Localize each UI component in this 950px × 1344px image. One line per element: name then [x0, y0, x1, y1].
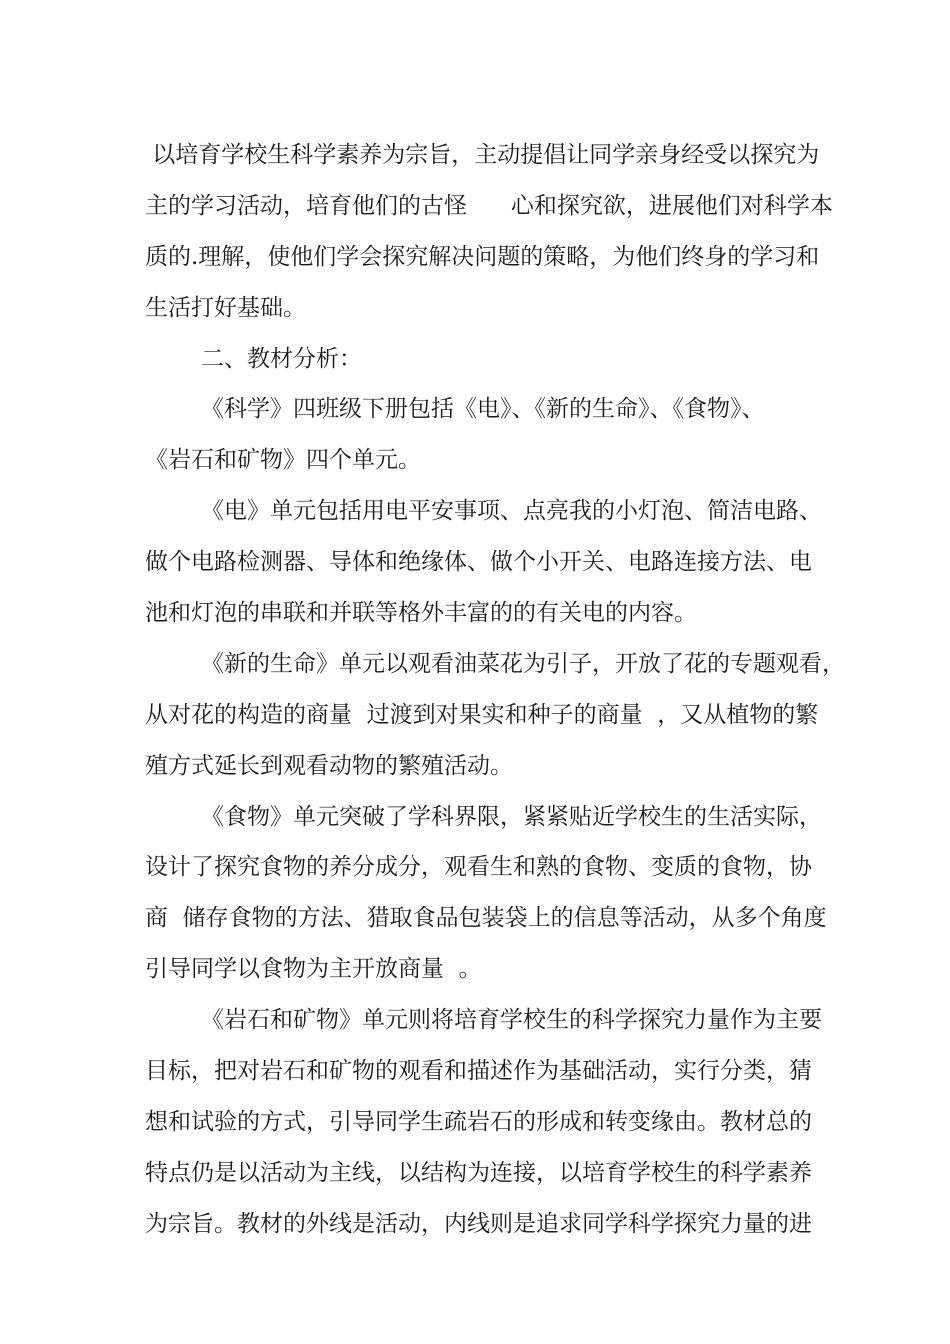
- text-line: 《食物》单元突破了学科界限，紧紧贴近学校生的生活实际，: [201, 803, 822, 830]
- text-line: 做个电路检测器、导体和绝缘体、做个小开关、电路连接方法、电: [145, 549, 812, 576]
- text-line: 商 储存食物的方法、猎取食品包装袋上的信息等活动，从多个角度: [145, 905, 827, 932]
- section-heading: 二、教材分析：: [201, 345, 362, 372]
- text-line: 从对花的构造的商量 过渡到对果实和种子的商量 ，又从植物的繁: [145, 701, 819, 728]
- text-line: 殖方式延长到观看动物的繁殖活动。: [145, 752, 513, 779]
- text-line: 生活打好基础。: [145, 294, 306, 321]
- text-line: 质的.理解，使他们学会探究解决问题的策略，为他们终身的学习和: [145, 243, 820, 270]
- text-line: 引导同学以食物为主开放商量 。: [145, 956, 482, 983]
- text-line: 主的学习活动，培育他们的古怪 心和探究欲，进展他们对科学本: [145, 192, 833, 219]
- text-line: 以培育学校生科学素养为宗旨，主动提倡让同学亲身经受以探究为: [145, 142, 820, 168]
- text-line: 池和灯泡的串联和并联等格外丰富的的有关电的内容。: [145, 600, 697, 627]
- text-line: 想和试验的方式，引导同学生疏岩石的形成和转变缘由。教材总的: [145, 1108, 812, 1135]
- body-text: [145, 130, 845, 1250]
- text-line: 《电》单元包括用电平安事项、点亮我的小灯泡、简洁电路、: [201, 498, 822, 525]
- text-line: 《科学》四班级下册包括《电》、《新的生命》、《食物》、: [201, 396, 765, 423]
- text-line: 为宗旨。教材的外线是活动，内线则是追求同学科学探究力量的进: [145, 1210, 812, 1237]
- text-line: 《新的生命》单元以观看油菜花为引子，开放了花的专题观看，: [201, 650, 845, 677]
- text-line: 《岩石和矿物》单元则将培育学校生的科学探究力量作为主要: [201, 1007, 822, 1034]
- text-line: 设计了探究食物的养分成分，观看生和熟的食物、变质的食物，协: [145, 854, 812, 881]
- text-line: 《岩石和矿物》四个单元。: [145, 447, 421, 474]
- text-line: 特点仍是以活动为主线，以结构为连接，以培育学校生的科学素养: [145, 1159, 812, 1186]
- text-line: 目标，把对岩石和矿物的观看和描述作为基础活动，实行分类，猜: [145, 1058, 812, 1085]
